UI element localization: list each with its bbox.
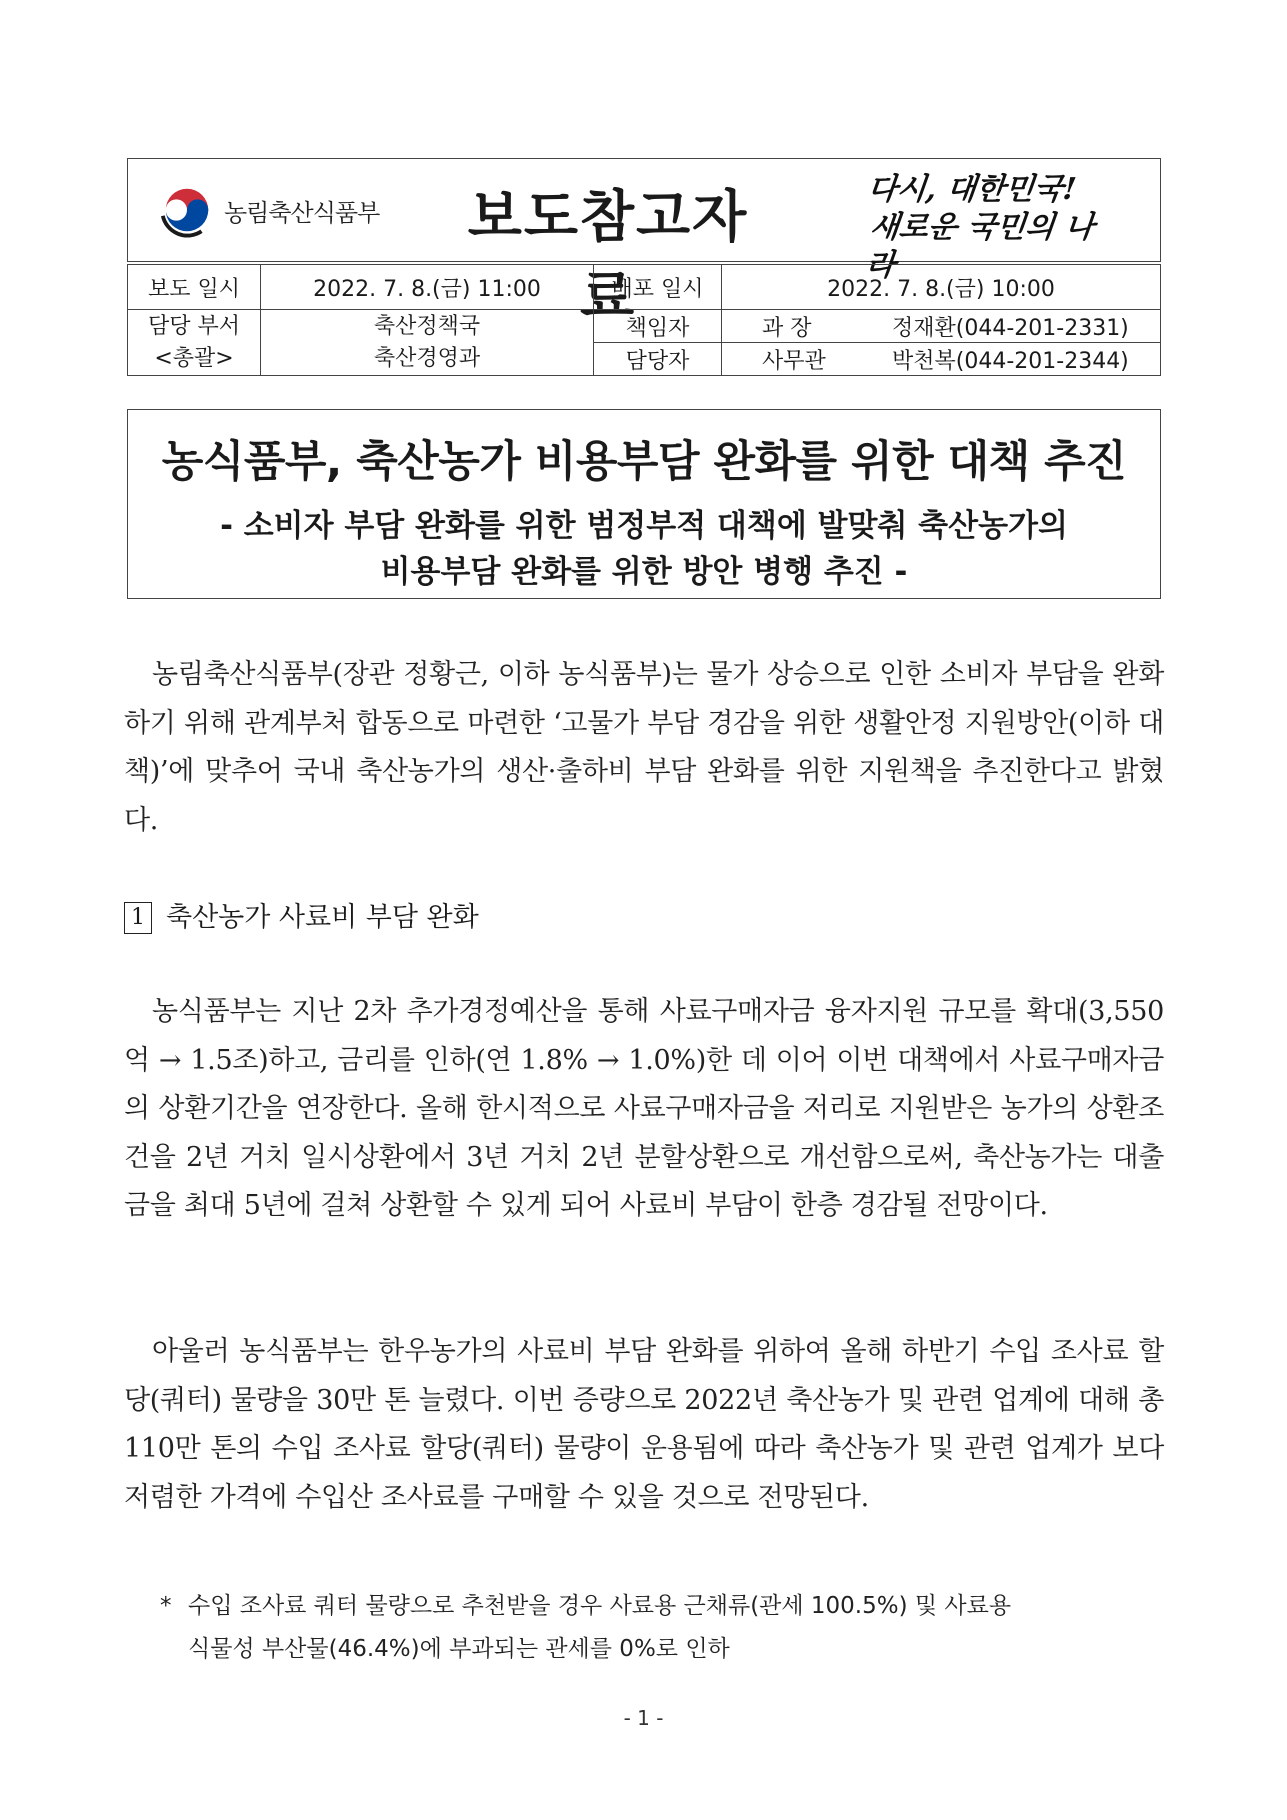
- department-label: [128, 310, 261, 376]
- department-label-line-1: 담당 부서: [147, 313, 240, 339]
- subheadline-line-1: - 소비자 부담 완화를 위한 범정부적 대책에 발맞춰 축산농가의: [220, 508, 1068, 544]
- subheadline-line-2: 비용부담 완화를 위한 방안 병행 추진 -: [380, 554, 908, 590]
- section-heading: [124, 895, 479, 934]
- slogan-line-2: 새로운 국민의 나라: [864, 210, 1096, 283]
- staff-role: 사무관: [762, 348, 826, 374]
- headline-box: [127, 409, 1161, 599]
- subheadline: [128, 503, 1160, 595]
- responsible-role: 과 장: [762, 315, 812, 341]
- feed-loan-text: 농식품부는 지난 2차 추가경정예산을 통해 사료구매자금 융자지원 규모를 확대(3,550억 → 1.5조)하고, 금리를 인하(연 1.8% → 1.0%)한 데 이어 이번 대책에서 사료구매자금의 상환기간을 연장한다. 올해 한시적으로 사료구매자금을 저리로 지원받은 농가의 상환조건을 2년 거치 일시상환에서 3년 거치 2년 분할상환으로 개선함으로써, 축산농가는 대출금을 최대 5년에 걸쳐 상환할 수 있게 되어 사료비 부담이 한층 경감될 전망이다.: [124, 996, 1164, 1221]
- responsible-label: 책임자: [594, 310, 722, 343]
- feed-loan-paragraph: [124, 988, 1164, 1231]
- department-value: [261, 310, 594, 376]
- intro-text: 농림축산식품부(장관 정황근, 이하 농식품부)는 물가 상승으로 인한 소비자 부담을 완화하기 위해 관계부처 합동으로 마련한 ‘고물가 부담 경감을 위한 생활안정 지원방안(이하 대책)’에 맞추어 국내 축산농가의 생산·출하비 부담 완화를 위한 지원책을 추진한다고 밝혔다.: [124, 659, 1164, 836]
- staff-person: [722, 343, 1161, 376]
- document-type-title: 보도참고자료: [467, 185, 749, 330]
- headline: 농식품부, 축산농가 비용부담 완화를 위한 대책 추진: [161, 437, 1127, 487]
- footnote: [160, 1585, 1164, 1671]
- department-label-line-2: <총괄>: [154, 345, 234, 371]
- release-date-value: 2022. 7. 8.(금) 11:00: [261, 265, 594, 310]
- footnote-mark: *: [160, 1593, 172, 1619]
- slogan-line-1: 다시, 대한민국!: [866, 172, 1078, 207]
- forage-quota-paragraph: [124, 1328, 1164, 1522]
- section-number: 1: [124, 902, 152, 934]
- page-number: - 1 -: [623, 1706, 664, 1730]
- slogan: [864, 171, 1108, 283]
- release-date-label: 보도 일시: [128, 265, 261, 310]
- section-title: 축산농가 사료비 부담 완화: [166, 902, 479, 933]
- staff-name: 박천복(044-201-2344): [892, 348, 1129, 374]
- staff-label: 담당자: [594, 343, 722, 376]
- intro-paragraph: [124, 651, 1164, 845]
- responsible-person: [722, 310, 1161, 343]
- distribute-date-value: 2022. 7. 8.(금) 10:00: [722, 265, 1161, 310]
- responsible-name: 정재환(044-201-2331): [892, 315, 1129, 341]
- taegeuk-icon: [158, 181, 216, 239]
- distribute-date-label: 배포 일시: [594, 265, 722, 310]
- footnote-line-1-text: 수입 조사료 쿼터 물량으로 추천받을 경우 사료용 근채류(관세 100.5%) 및 사료용: [188, 1593, 1012, 1619]
- footnote-line-1: [160, 1585, 1164, 1628]
- release-info-table: [127, 264, 1161, 376]
- forage-quota-text: 아울러 농식품부는 한우농가의 사료비 부담 완화를 위하여 올해 하반기 수입 조사료 할당(쿼터) 물량을 30만 톤 늘렸다. 이번 증량으로 2022년 축산농가 및 관련 업계에 대해 총 110만 톤의 수입 조사료 할당(쿼터) 물량이 운용됨에 따라 축산농가 및 관련 업계가 보다 저렴한 가격에 수입산 조사료를 구매할 수 있을 것으로 전망된다.: [124, 1336, 1164, 1513]
- footnote-line-2: 식물성 부산물(46.4%)에 부과되는 관세를 0%로 인하: [188, 1636, 730, 1662]
- department-division: 축산경영과: [373, 345, 481, 371]
- ministry-name: 농림축산식품부: [224, 198, 380, 227]
- ministry-logo: [158, 181, 379, 239]
- department-bureau: 축산정책국: [373, 313, 481, 339]
